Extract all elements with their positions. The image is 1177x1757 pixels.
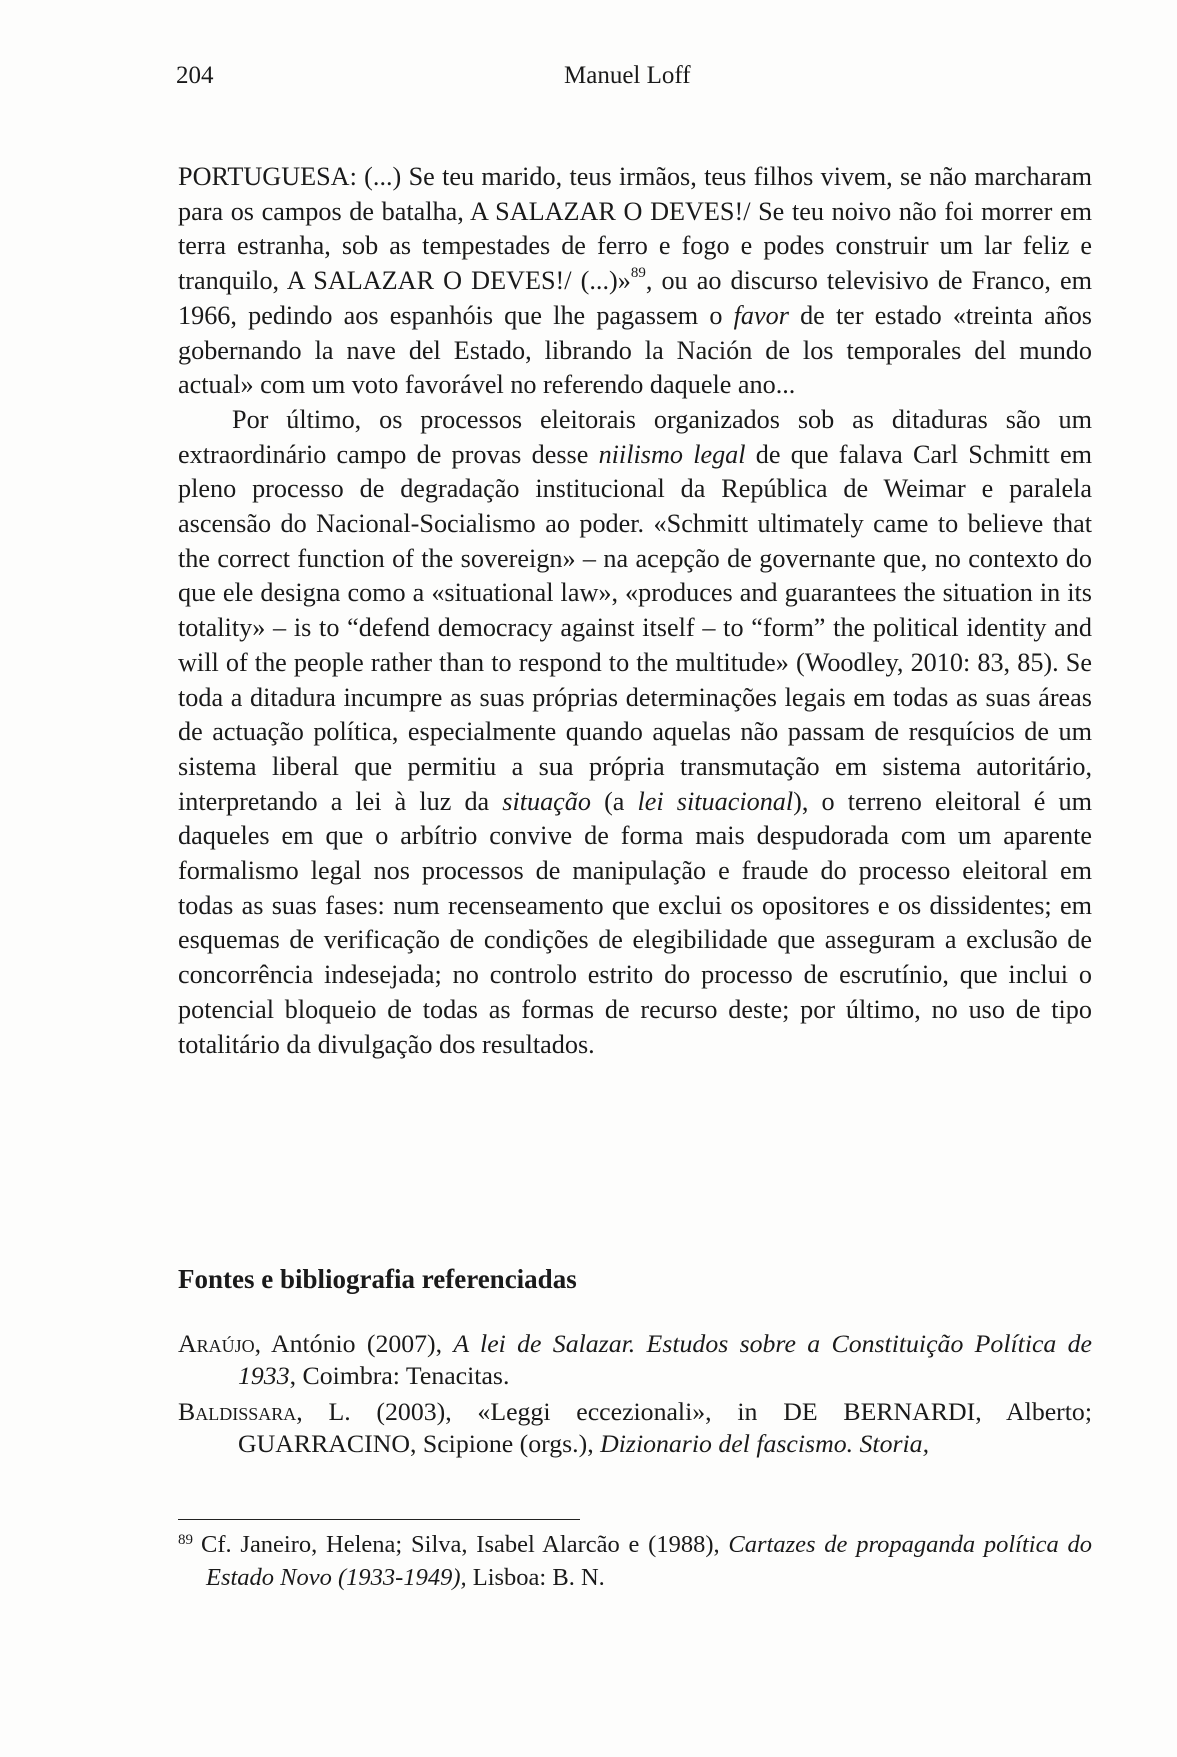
bibliography-entry: Araújo, António (2007), A lei de Salazar. Estudos sobre a Constituição Política de 1933, Coimbra: Tenacitas. [178,1329,1093,1390]
bibliography-entry: Baldissara, L. (2003), «Leggi eccezionali», in DE BERNARDI, Alberto; GUARRACINO, Scipione (orgs.), Dizionario del fascismo. Storia, [178,1397,1092,1458]
emphasis-situacao: situação [502,786,591,816]
body-text [178,160,1092,1062]
footnote-divider [178,1519,580,1520]
running-head-author: Manuel Loff [564,62,691,89]
page-number: 204 [176,62,214,89]
bib-title: Dizionario del fascismo. Storia, [600,1429,930,1458]
emphasis-favor: favor [733,300,789,330]
emphasis-lei-situacional: lei situacional [637,786,794,816]
bibliography-list [178,1328,1092,1464]
footnote-number: 89 [178,1532,193,1548]
paragraph-1: PORTUGUESA: (...) Se teu marido, teus irmãos, teus filhos vivem, se não marcharam para os campos de batalha, A SALAZAR O DEVES!/ Se teu noivo não foi morrer em terra estranha, sob as tempestades de ferro e fogo e podes construir um lar feliz e tranquilo, A SALAZAR O DEVES!/ (...)»$^{89}$, ou ao discurso televisivo de Franco, em 1966, pedindo aos espanhóis que lhe pagassem o favor de ter estado «treinta años gobernando la nave del Estado, librando la Nación de los temporales del mundo actual» com um voto favorável no referendo daquele ano... [178,162,1092,400]
bib-title: A lei de Salazar. Estudos sobre a Constituição Política de 1933 [238,1329,1093,1390]
page-header [176,62,1092,96]
footnote-ref-89[interactable]: 89 [630,265,646,282]
bib-author: Araújo [178,1329,255,1358]
paragraph-2: Por último, os processos eleitorais organizados sob as ditaduras são um extraordinário campo de provas desse niilismo legal de que falava Carl Schmitt em pleno processo de degradação institucional da República de Weimar e paralela ascensão do Nacional-Socialismo ao poder. «Schmitt ultimately came to believe that the correct function of the sovereign» – na acepção de governante que, no contexto do que ele designa como a «situational law», «produces and guarantees the situation in its totality» – is to “defend democracy against itself – to “form” the political identity and will of the people rather than to respond to the multitude» (Woodley, 2010: 83, 85). Se toda a ditadura incumpre as suas próprias determinações legais em todas as suas áreas de actuação política, especialmente quando aquelas não passam de resquícios de um sistema liberal que permitiu a sua própria transmutação em sistema autoritário, interpretando a lei à luz da situação (a lei situacional), o terreno eleitoral é um daqueles em que o arbítrio convive de forma mais despudorada com um aparente formalismo legal nos processos de manipulação e fraude do processo eleitoral em todas as suas fases: num recenseamento que exclui os opositores e os dissidentes; em esquemas de verificação de condições de elegibilidade que asseguram a exclusão de concorrência indesejada; no controlo estrito do processo de escrutínio, que inclui o potencial bloqueio de todas as formas de recurso deste; por último, no uso de tipo totalitário da divulgação dos resultados. [178,404,1093,1059]
section-heading: Fontes e bibliografia referenciadas [178,1264,577,1294]
footnote-title: Cartazes de propaganda política do Estado Novo (1933-1949), [206,1531,1092,1591]
emphasis-niilismo-legal: niilismo legal [598,439,746,469]
bib-author: Baldissara [178,1397,297,1426]
footnote-89: $^{89}$ Cf. Janeiro, Helena; Silva, Isabel Alarcão e (1988), Cartazes de propaganda política do Estado Novo (1933-1949), Lisboa: B. N. [178,1531,1092,1591]
